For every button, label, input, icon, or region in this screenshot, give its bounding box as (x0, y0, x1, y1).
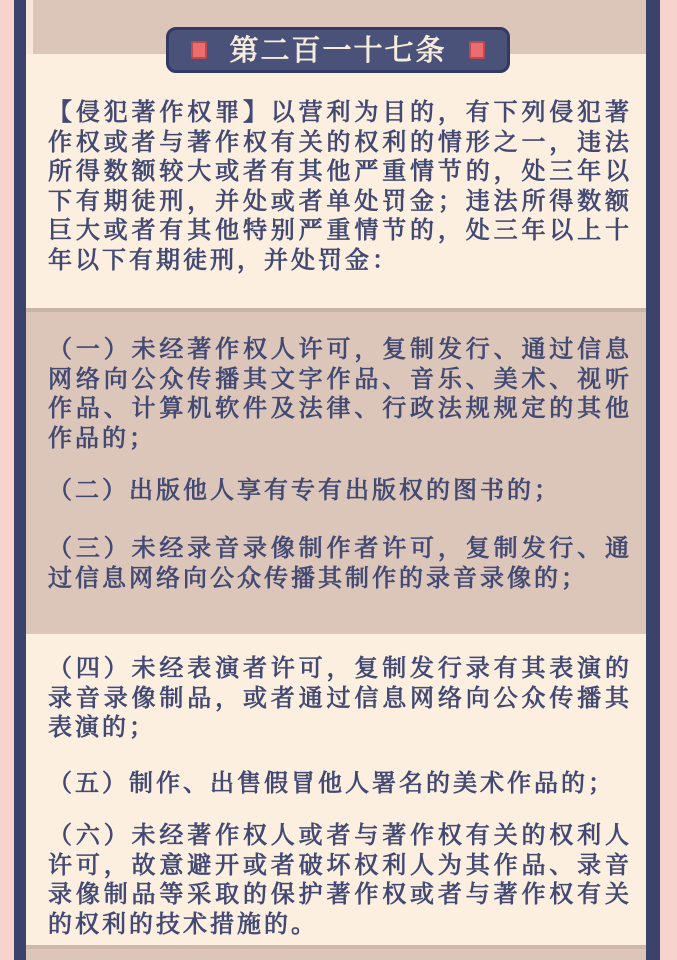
article-item-2: （二）出版他人享有专有出版权的图书的； (48, 476, 561, 504)
banner-accent-right-icon (469, 41, 485, 59)
article-title-banner (166, 27, 510, 73)
article-item-5: （五）制作、出售假冒他人署名的美术作品的； (48, 769, 615, 797)
article-item-1: （一）未经著作权人许可，复制发行、通过信息网络向公众传播其文字作品、音乐、美术、视听作品、计算机软件及法律、行政法规规定的其他作品的； (48, 335, 632, 452)
article-card (14, 0, 660, 960)
article-title: 第二百一十七条 (229, 33, 447, 67)
section-band-bottom (26, 945, 646, 960)
article-intro-text: 【侵犯著作权罪】以营利为目的，有下列侵犯著作权或者与著作权有关的权利的情形之一，违法所得数额较大或者有其他严重情节的，处三年以下有期徒刑，并处或者单处罚金；违法所得数额巨大或者有其他特别严重情节的，处三年以上十年以下有期徒刑，并处罚金： (48, 98, 632, 274)
banner-accent-left-icon (191, 41, 207, 59)
article-item-6: （六）未经著作权人或者与著作权有关的权利人许可，故意避开或者破坏权利人为其作品、录音录像制品等采取的保护著作权或者与著作权有关的权利的技术措施的。 (48, 821, 632, 938)
article-item-4: （四）未经表演者许可，复制发行录有其表演的录音录像制品，或者通过信息网络向公众传播其表演的； (48, 654, 632, 741)
article-item-3: （三）未经录音录像制作者许可，复制发行、通过信息网络向公众传播其制作的录音录像的； (48, 534, 632, 592)
